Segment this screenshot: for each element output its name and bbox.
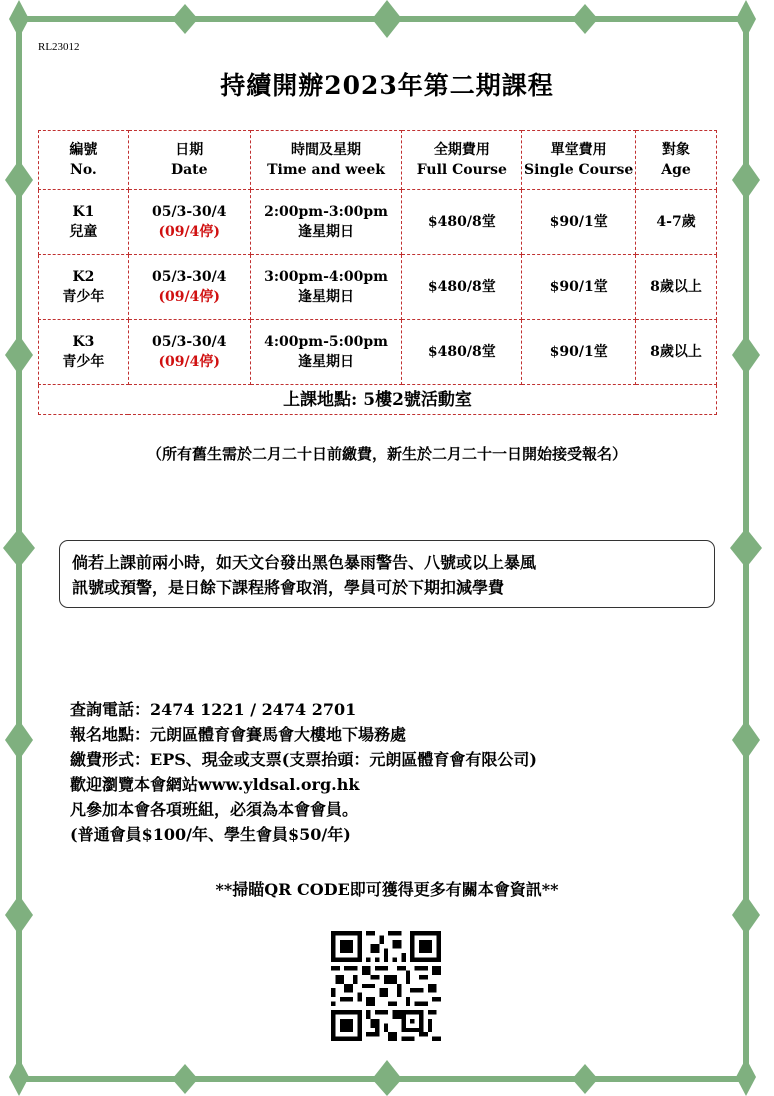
course-date: 05/3-30/4 (09/4停) [128, 320, 250, 385]
course-date: 05/3-30/4 (09/4停) [128, 255, 250, 320]
course-single-fee: $90/1堂 [522, 255, 636, 320]
header-full-course: 全期費用 Full Course [402, 131, 522, 190]
qr-caption: **掃瞄QR CODE即可獲得更多有關本會資訊** [215, 880, 559, 899]
weather-notice-box [59, 540, 715, 608]
course-age: 8歲以上 [636, 320, 717, 385]
membership-fees: (普通會員$100/年、學生會員$50/年) [70, 825, 351, 844]
course-single-fee: $90/1堂 [522, 320, 636, 385]
weather-notice-line: 訊號或預警，是日餘下課程將會取消，學員可於下期扣減學費 [72, 578, 505, 597]
payment-methods: 繳費形式：EPS、現金或支票(支票抬頭：元朗區體育會有限公司) [70, 750, 537, 769]
course-age: 8歲以上 [636, 255, 717, 320]
course-date: 05/3-30/4 (09/4停) [128, 190, 250, 255]
course-no: K1 兒童 [39, 190, 129, 255]
header-single-course: 單堂費用 Single Course [522, 131, 636, 190]
venue-row [39, 385, 717, 415]
contact-info [70, 697, 537, 847]
course-full-fee: $480/8堂 [402, 320, 522, 385]
course-time: 2:00pm-3:00pm 逢星期日 [250, 190, 402, 255]
course-no: K3 青少年 [39, 320, 129, 385]
course-age: 4-7歲 [636, 190, 717, 255]
header-date: 日期 Date [128, 131, 250, 190]
table-row [39, 320, 717, 385]
website-text: 歡迎瀏覽本會網站www.yldsal.org.hk [70, 775, 360, 794]
qr-code[interactable] [331, 931, 441, 1041]
enrolment-note: （所有舊生需於二月二十日前繳費，新生於二月二十一日開始接受報名） [146, 445, 627, 463]
table-row [39, 255, 717, 320]
header-no: 編號 No. [39, 131, 129, 190]
venue-text: 上課地點: 5樓2號活動室 [39, 385, 717, 415]
header-time: 時間及星期 Time and week [250, 131, 402, 190]
course-no: K2 青少年 [39, 255, 129, 320]
course-time: 4:00pm-5:00pm 逢星期日 [250, 320, 402, 385]
page-title: 持續開辦2023年第二期課程 [220, 71, 554, 100]
header-age: 對象 Age [636, 131, 717, 190]
weather-notice-line: 倘若上課前兩小時，如天文台發出黑色暴雨警告、八號或以上暴風 [72, 553, 537, 572]
table-row [39, 190, 717, 255]
course-single-fee: $90/1堂 [522, 190, 636, 255]
course-time: 3:00pm-4:00pm 逢星期日 [250, 255, 402, 320]
membership-requirement: 凡參加本會各項班組，必須為本會會員。 [70, 800, 359, 819]
enrolment-address: 報名地點：元朗區體育會賽馬會大樓地下場務處 [70, 725, 407, 744]
course-table [38, 130, 717, 415]
course-full-fee: $480/8堂 [402, 255, 522, 320]
table-header-row [39, 131, 717, 190]
document-reference: RL23012 [38, 41, 80, 53]
enquiry-phone: 查詢電話：2474 1221 / 2474 2701 [70, 700, 357, 719]
course-full-fee: $480/8堂 [402, 190, 522, 255]
